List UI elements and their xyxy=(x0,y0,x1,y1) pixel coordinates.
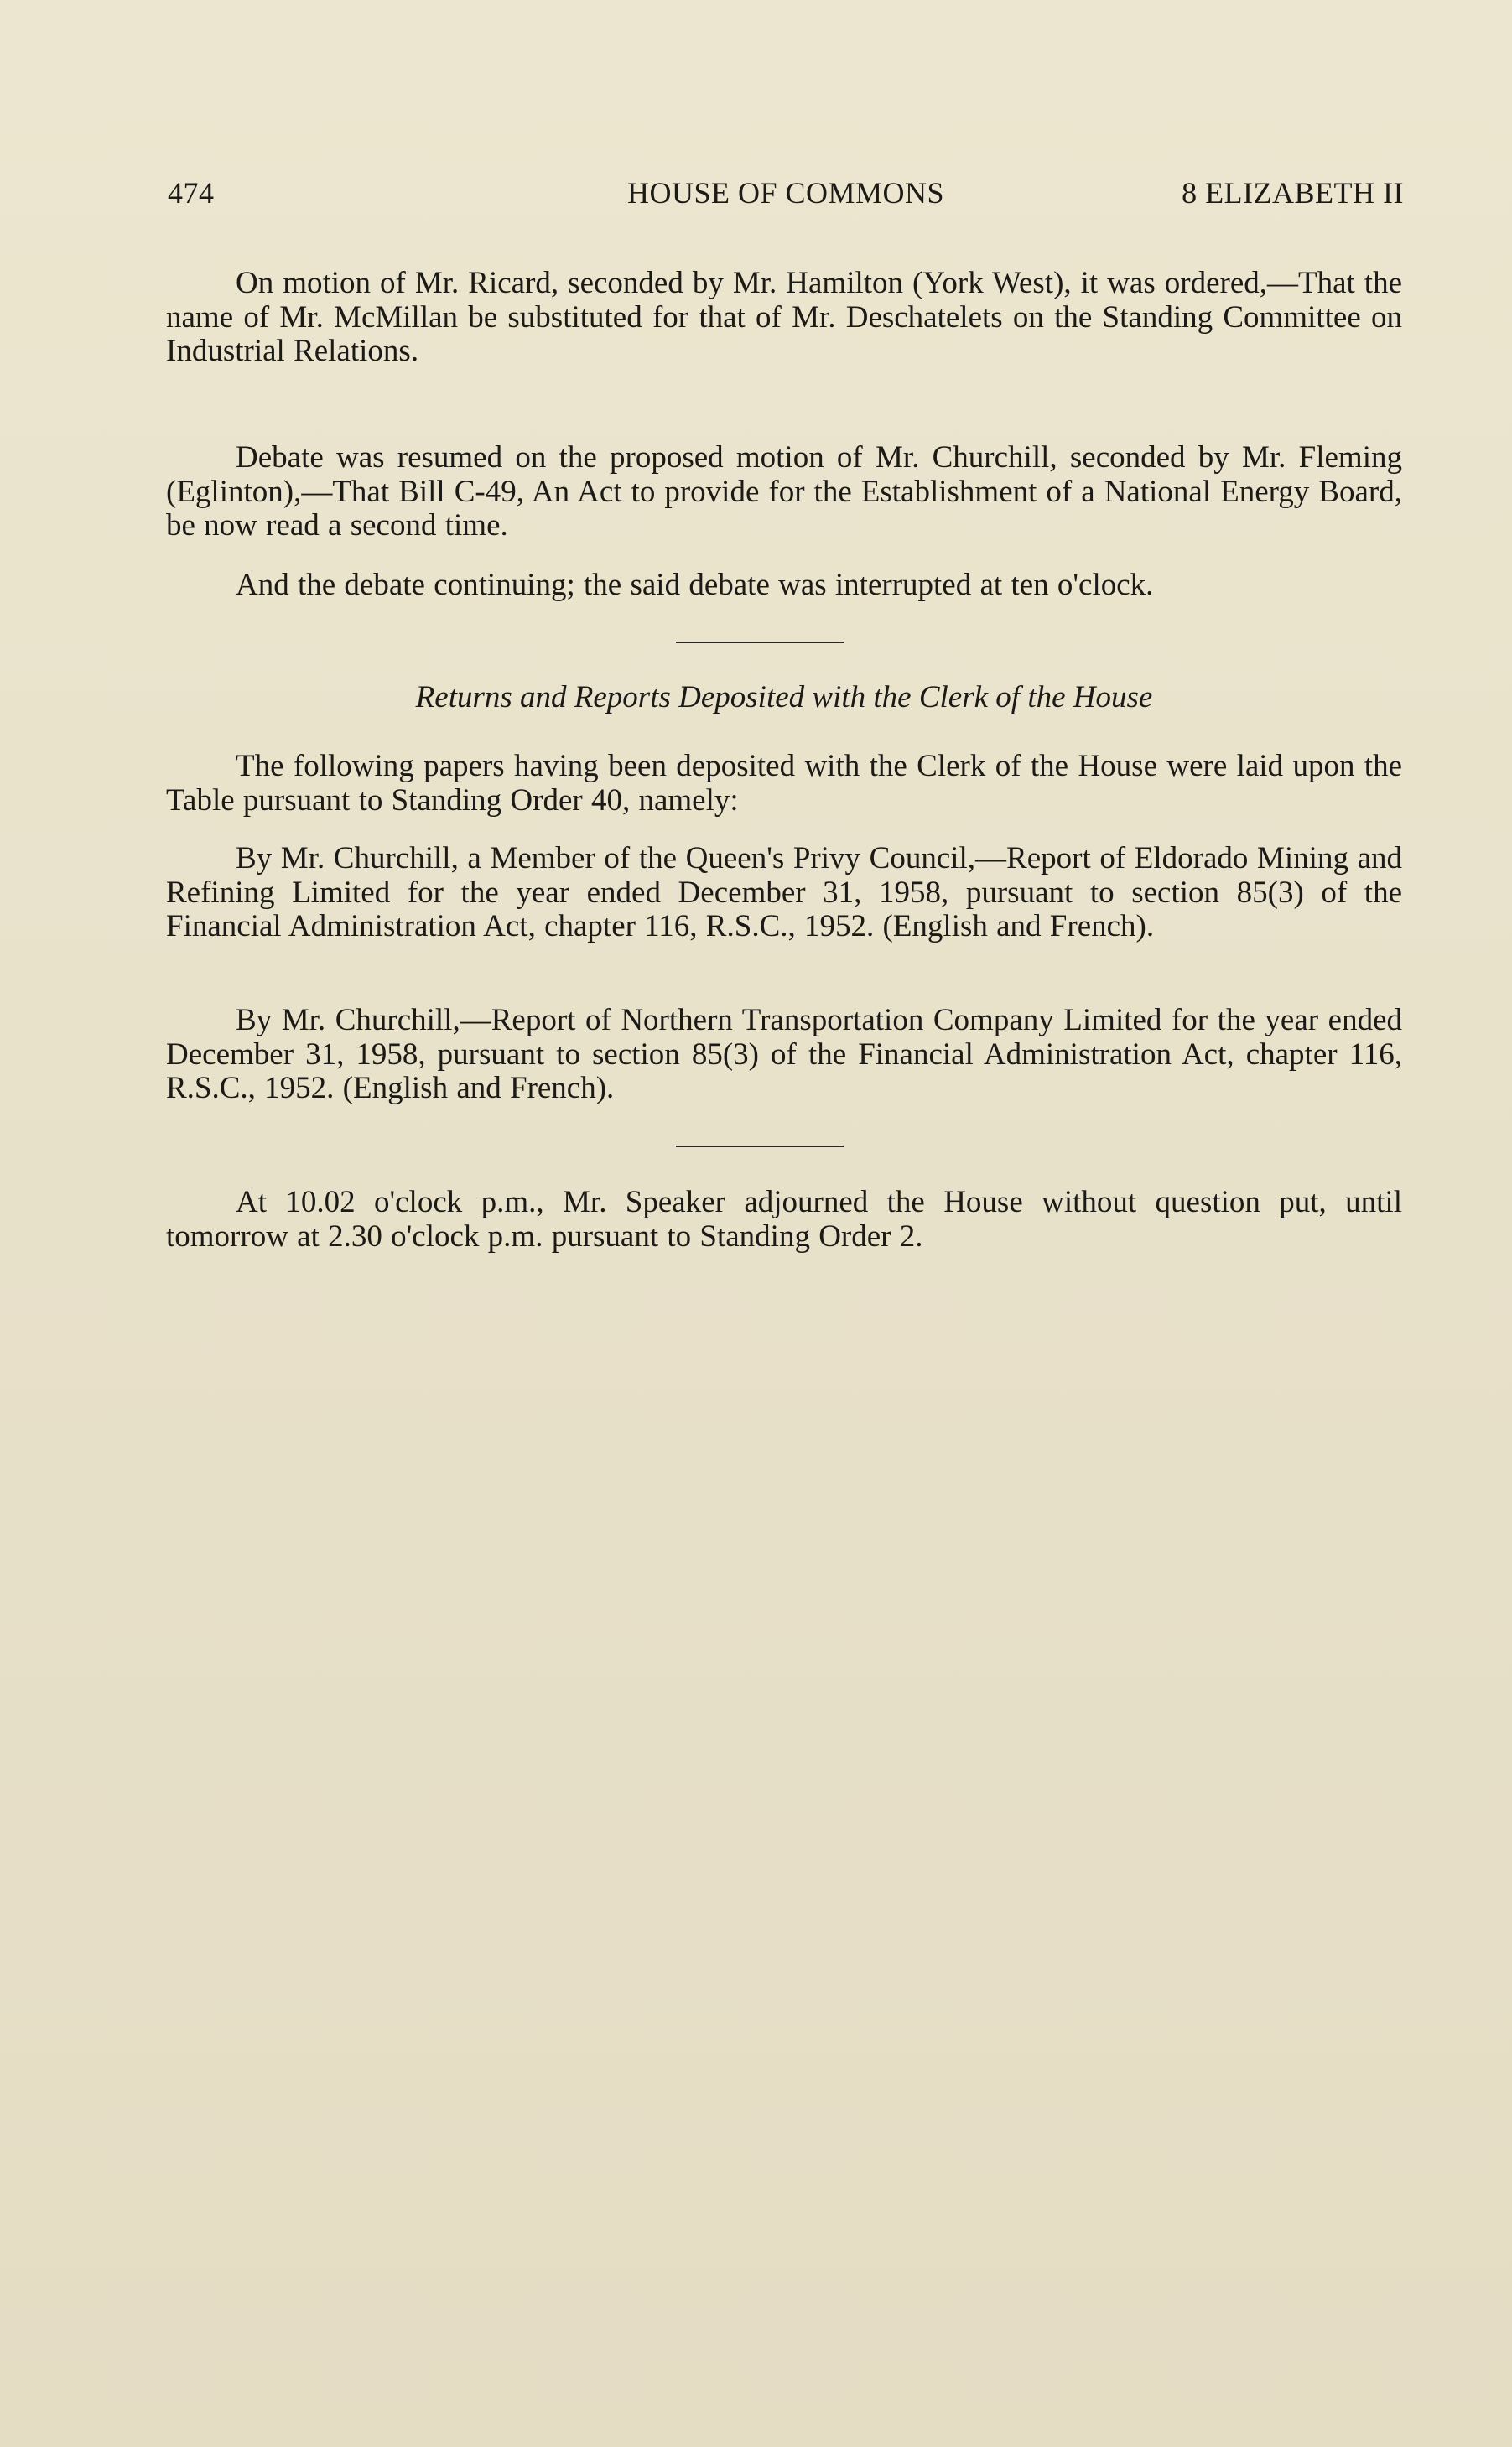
paragraph-text: The following papers having been deposited with the Clerk of the House were laid upon the Table pursuant to Standing Order 40, namely: xyxy=(166,749,1402,818)
paragraph-text: And the debate continuing; the said debate was interrupted at ten o'clock. xyxy=(236,568,1154,602)
eldorado-report-paragraph xyxy=(166,842,1402,944)
page-number: 474 xyxy=(168,176,215,210)
section-divider xyxy=(676,642,844,643)
debate-continuing-paragraph xyxy=(166,569,1402,603)
paragraph-text: By Mr. Churchill, a Member of the Queen's Privy Council,—Report of Eldorado Mining and Refining Limited for the year ended December 31, 1958, pursuant to section 85(3) of the Financial Administration Act, chapter 116, R.S.C., 1952. (English and French). xyxy=(166,841,1402,943)
papers-intro-paragraph xyxy=(166,750,1402,818)
paragraph-text: Debate was resumed on the proposed motion of Mr. Churchill, seconded by Mr. Fleming (Eglinton),—That Bill C-49, An Act to provide for the Establishment of a National Energy Board, be now read a second time. xyxy=(166,440,1402,543)
show-through-texture xyxy=(166,1090,1399,2264)
debate-resumed-paragraph xyxy=(166,441,1402,543)
paragraph-text: At 10.02 o'clock p.m., Mr. Speaker adjourned the House without question put, until tomorrow at 2.30 o'clock p.m. pursuant to Standing Order 2. xyxy=(166,1185,1402,1254)
section-title: Returns and Reports Deposited with the Clerk of the House xyxy=(415,680,1153,714)
regnal-year: 8 ELIZABETH II xyxy=(1182,176,1404,210)
adjournment-paragraph xyxy=(166,1186,1402,1254)
running-header xyxy=(168,175,1404,212)
section-divider xyxy=(676,1146,844,1147)
running-title: HOUSE OF COMMONS xyxy=(626,176,945,210)
northern-transportation-report-paragraph xyxy=(166,1004,1402,1106)
substitution-paragraph xyxy=(166,267,1402,369)
paragraph-text: By Mr. Churchill,—Report of Northern Transportation Company Limited for the year ended December 31, 1958, pursuant to section 85(3) of the Financial Administration Act, chapter 116, R.S.C., 1952. (English and French). xyxy=(166,1003,1402,1105)
paragraph-text: On motion of Mr. Ricard, seconded by Mr. Hamilton (York West), it was ordered,—That the name of Mr. McMillan be substituted for that of Mr. Deschatelets on the Standing Committee on Industrial Relations. xyxy=(166,266,1402,368)
